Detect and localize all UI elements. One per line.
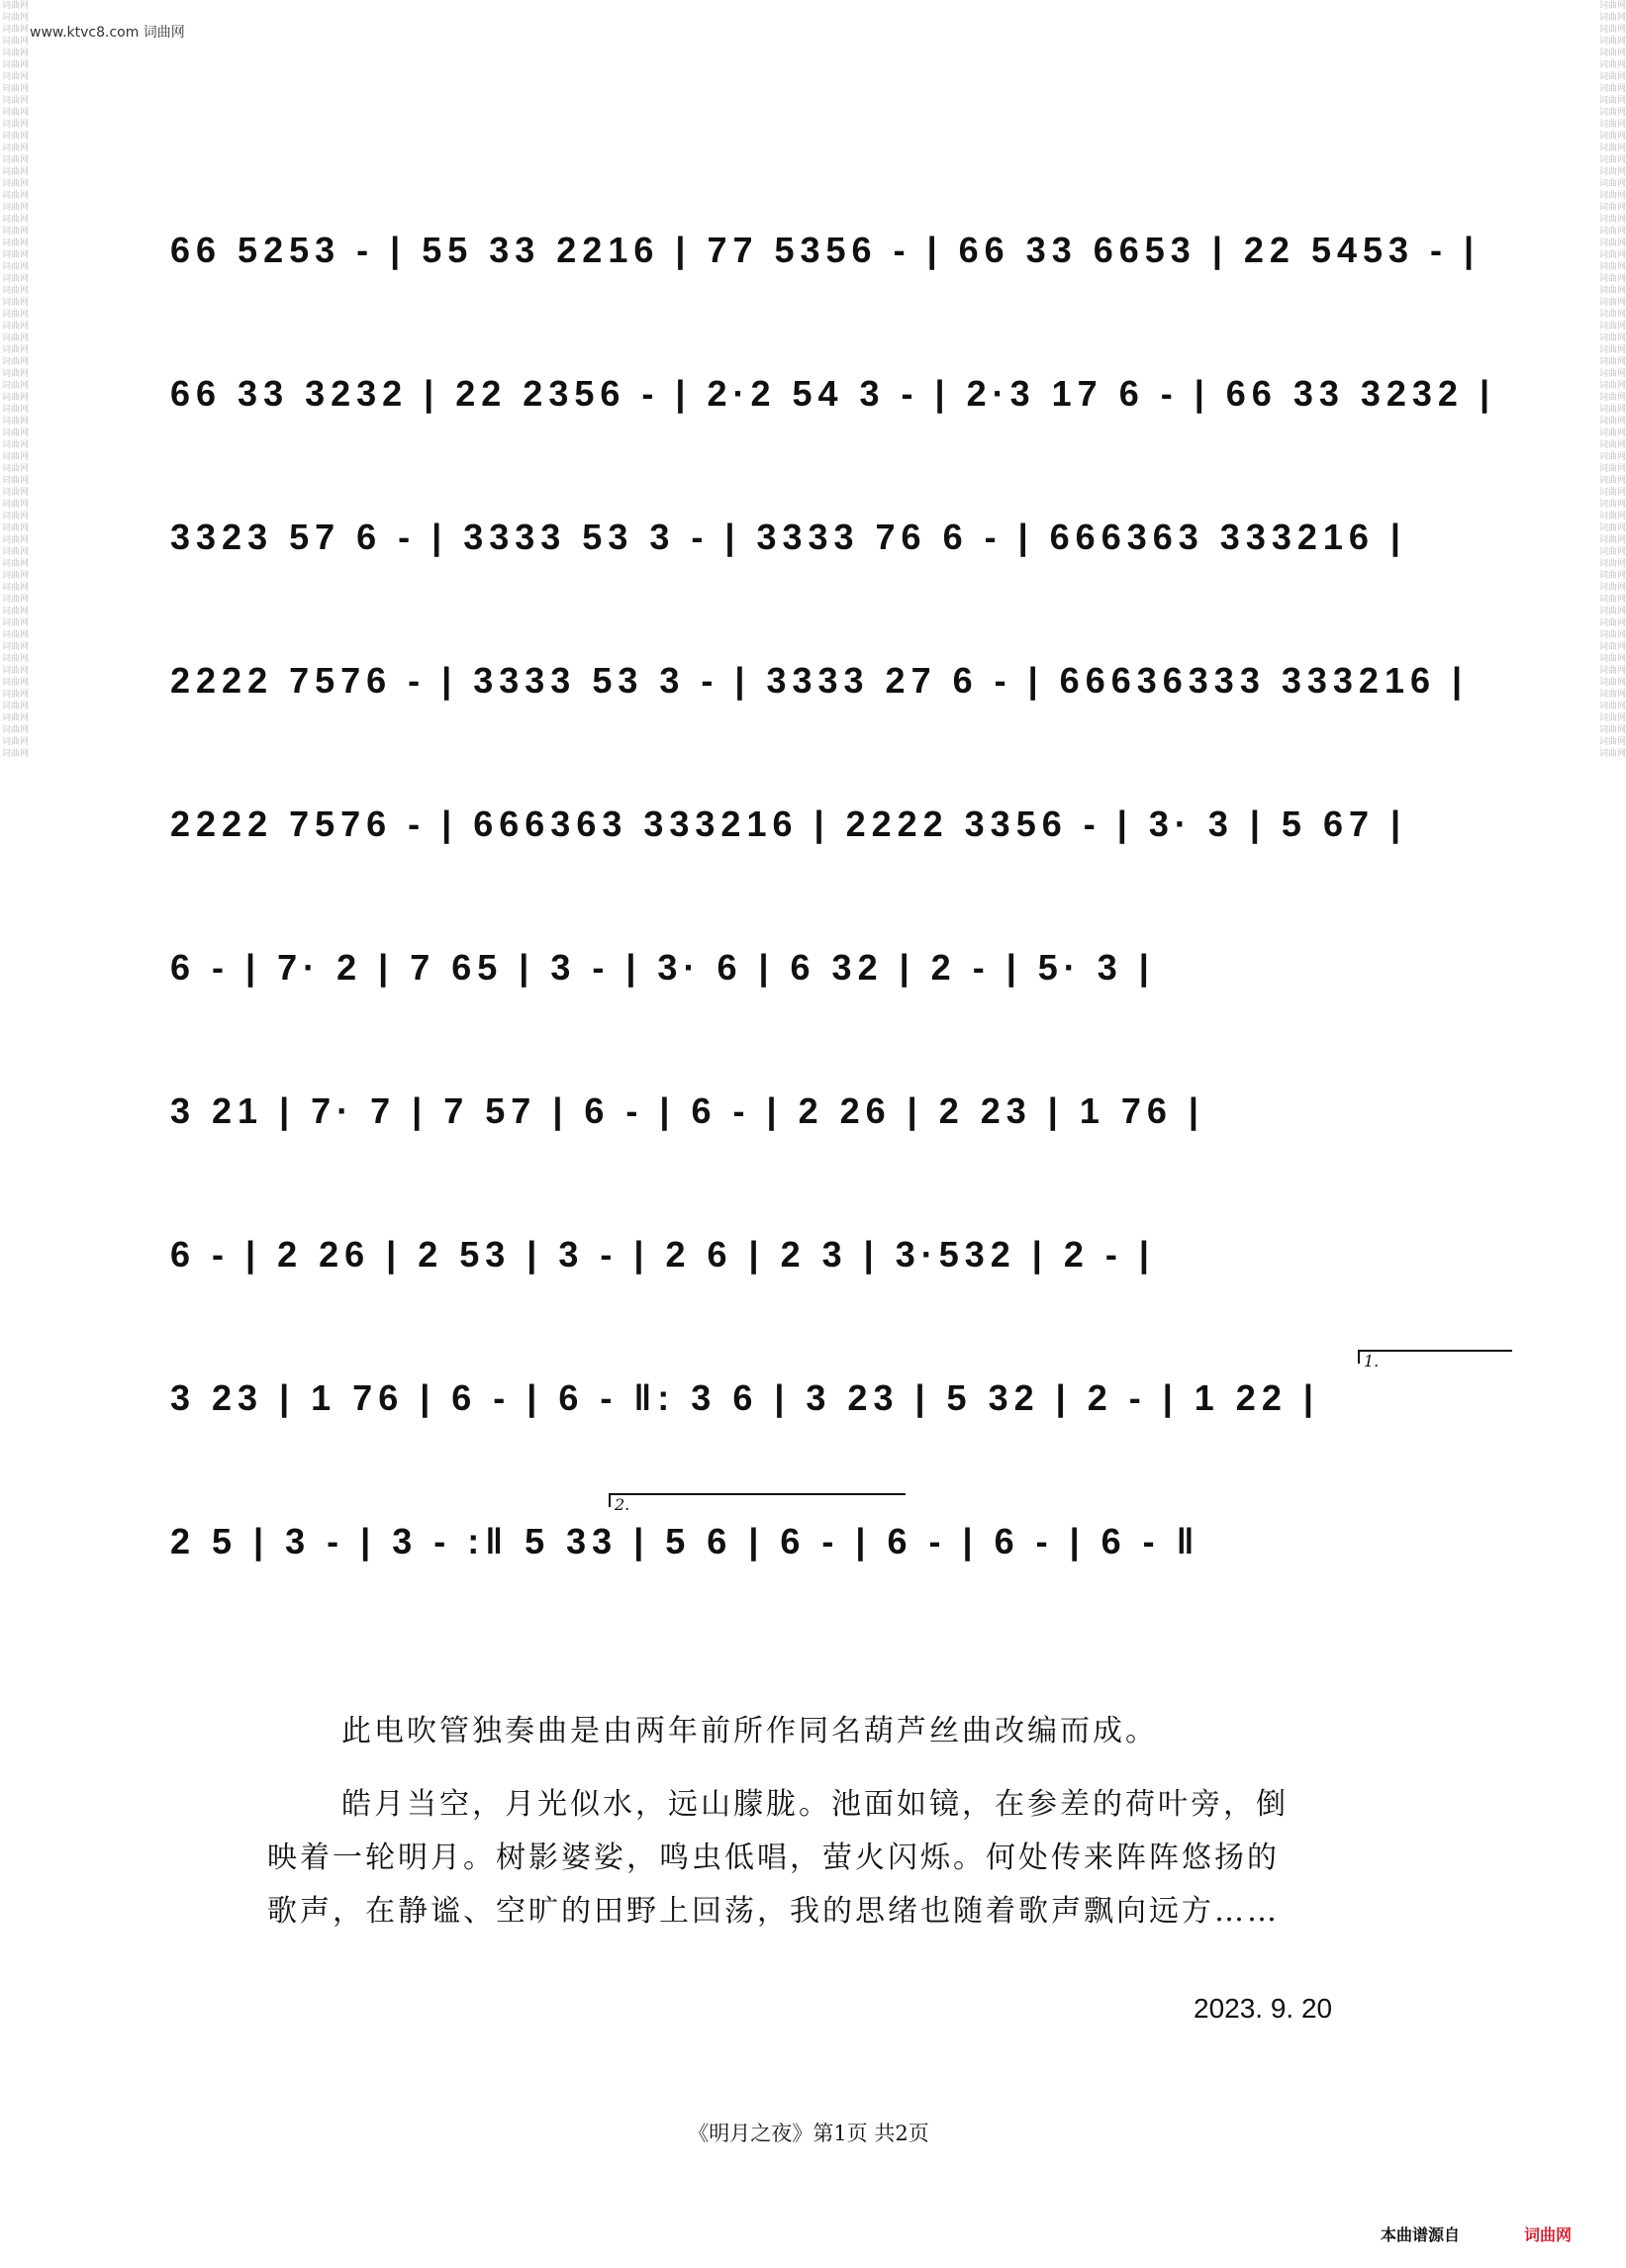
note-paragraph-2-line-1: 皓月当空，月光似水，远山朦胧。池面如镜，在参差的荷叶旁，倒: [341, 1787, 1289, 1822]
side-watermark-right: 词曲网 词曲网 词曲网 词曲网 词曲网 词曲网 词曲网 词曲网 词曲网 词曲网 词曲网 词曲网 词曲网 词曲网 词曲网 词曲网 词曲网 词曲网 词曲网 词曲网 词曲网 词曲网 词曲网 词曲网 词曲网 词曲网 词曲网 词曲网 词曲网 词曲网 词曲网 词曲网 词曲网 词曲网 词曲网 词曲网 词曲网 词曲网 词曲网 词曲网 词曲网 词曲网 词曲网 词曲网 词曲网 词曲网 词曲网 词曲网 词曲网 词曲网 词曲网 词曲网 词曲网 词曲网 词曲网 词曲网 词曲网 词曲网 词曲网 词曲网 词曲网 词曲网 词曲网 词曲网: [1599, 1, 1626, 759]
composition-date: 2023. 9. 20: [1194, 1993, 1333, 2024]
score-row-6: [158, 925, 1512, 1034]
credit-label: 本曲谱源自: [1381, 2227, 1461, 2244]
credit-site-logo[interactable]: 词曲网: [1524, 2227, 1573, 2244]
notation-line: 3 21 | 7· 7 | 7 57 | 6 - | 6 - | 2 26 | 2 23 | 1 76 |: [170, 1090, 1204, 1131]
score-row-2: [158, 351, 1512, 460]
score-row-3: [158, 495, 1512, 604]
site-watermark: www.ktvc8.com 词曲网: [30, 25, 185, 41]
notation-line: 6 - | 2 26 | 2 53 | 3 - | 2 6 | 2 3 | 3·532 | 2 - |: [170, 1234, 1155, 1275]
score-row-8: [158, 1212, 1512, 1321]
notation-line: 66 33 3232 | 22 2356 - | 2·2 54 3 - | 2·3 17 6 - | 66 33 3232 |: [170, 373, 1496, 414]
notation-line: 3323 57 6 - | 3333 53 3 - | 3333 76 6 - | 666363 333216 |: [170, 517, 1406, 557]
notation-line: 2222 7576 - | 3333 53 3 - | 3333 27 6 - | 66636333 333216 |: [170, 660, 1469, 701]
notation-line: 3 23 | 1 76 | 6 - | 6 - ‖: 3 6 | 3 23 | 5 32 | 2 - | 1 22 |: [170, 1377, 1319, 1418]
notation-line: 6 - | 7· 2 | 7 65 | 3 - | 3· 6 | 6 32 | 2 - | 5· 3 |: [170, 947, 1155, 988]
notation-line: 2 5 | 3 - | 3 - :‖ 5 33 | 5 6 | 6 - | 6 - | 6 - | 6 - ‖: [170, 1521, 1200, 1561]
side-watermark-left: 词曲网 词曲网 词曲网 词曲网 词曲网 词曲网 词曲网 词曲网 词曲网 词曲网 词曲网 词曲网 词曲网 词曲网 词曲网 词曲网 词曲网 词曲网 词曲网 词曲网 词曲网 词曲网 词曲网 词曲网 词曲网 词曲网 词曲网 词曲网 词曲网 词曲网 词曲网 词曲网 词曲网 词曲网 词曲网 词曲网 词曲网 词曲网 词曲网 词曲网 词曲网 词曲网 词曲网 词曲网 词曲网 词曲网 词曲网 词曲网 词曲网 词曲网 词曲网 词曲网 词曲网 词曲网 词曲网 词曲网 词曲网 词曲网 词曲网 词曲网 词曲网 词曲网 词曲网 词曲网: [2, 1, 30, 759]
score-row-1: [158, 208, 1512, 317]
page-footer: 《明月之夜》第1页 共2页: [688, 2122, 929, 2145]
score-row-7: [158, 1069, 1512, 1178]
score-row-9: [158, 1352, 1512, 1465]
notation-line: 2222 7576 - | 666363 333216 | 2222 3356 - | 3· 3 | 5 67 |: [170, 803, 1407, 844]
notation-line: 66 5253 - | 55 33 2216 | 77 5356 - | 66 33 6653 | 22 5453 - |: [170, 230, 1481, 270]
note-paragraph-2-line-3: 歌声，在静谧、空旷的田野上回荡，我的思绪也随着歌声飘向远方……: [267, 1894, 1280, 1929]
note-paragraph-1: 此电吹管独奏曲是由两年前所作同名葫芦丝曲改编而成。: [341, 1714, 1158, 1748]
score-row-10: [158, 1495, 1512, 1608]
second-ending-bracket: 2.: [609, 1493, 906, 1507]
score-row-5: [158, 782, 1512, 891]
score-row-4: [158, 638, 1512, 747]
note-paragraph-2-line-2: 映着一轮明月。树影婆娑，鸣虫低唱，萤火闪烁。何处传来阵阵悠扬的: [267, 1841, 1280, 1875]
first-ending-bracket: 1.: [1358, 1350, 1512, 1364]
